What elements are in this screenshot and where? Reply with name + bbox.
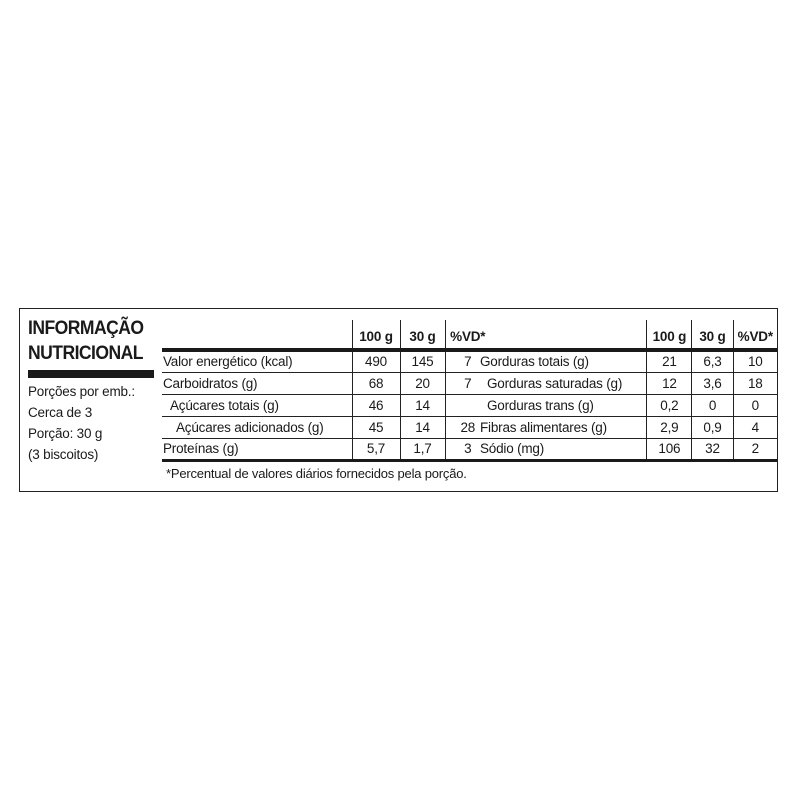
- value-per-100g: 45: [352, 416, 400, 438]
- value-vd: 18: [733, 372, 777, 394]
- nutrient-name: Fibras alimentares (g): [479, 416, 647, 438]
- nutrient-name: Proteínas (g): [162, 438, 352, 460]
- label-title: [28, 316, 145, 366]
- nutrient-name: Valor energético (kcal): [163, 354, 293, 370]
- daily-value-footnote: *Percentual de valores diários fornecidos pela porção.: [166, 466, 467, 481]
- header-nutrient: [162, 320, 352, 350]
- table-header-row: [479, 320, 777, 350]
- value-per-30g: 32: [692, 438, 733, 460]
- nutrient-name: Sódio (mg): [479, 438, 647, 460]
- value-vd: 7: [445, 372, 490, 394]
- serving-info: [28, 381, 160, 465]
- label-header-column: [20, 309, 160, 491]
- nutrition-facts-label: [19, 308, 778, 492]
- value-per-100g: 12: [647, 372, 692, 394]
- nutrient-name: Gorduras saturadas (g): [479, 372, 647, 394]
- title-line-2: NUTRICIONAL: [28, 342, 143, 364]
- value-per-30g: 1,7: [400, 438, 445, 460]
- value-per-30g: 6,3: [692, 350, 733, 372]
- value-per-100g: 2,9: [647, 416, 692, 438]
- value-vd: 0: [733, 394, 777, 416]
- value-per-30g: 3,6: [692, 372, 733, 394]
- header-per-30g: 30 g: [692, 320, 733, 350]
- header-vd: %VD*: [445, 320, 490, 350]
- nutrient-name: Açúcares totais (g): [162, 394, 352, 416]
- value-per-100g: 5,7: [352, 438, 400, 460]
- value-vd: 10: [733, 350, 777, 372]
- servings-count: Cerca de 3: [28, 405, 93, 420]
- nutrient-table-left: [162, 320, 490, 462]
- serving-description: (3 biscoitos): [28, 447, 99, 462]
- servings-per-package: Porções por emb.:: [28, 384, 135, 399]
- nutrient-name: Gorduras totais (g): [480, 354, 589, 370]
- value-per-30g: 0,9: [692, 416, 733, 438]
- value-vd: 28: [445, 416, 490, 438]
- table-header-row: [162, 320, 490, 350]
- value-per-100g: 490: [352, 350, 400, 372]
- header-per-30g: 30 g: [400, 320, 445, 350]
- table-row: [162, 394, 490, 416]
- value-per-30g: 14: [400, 394, 445, 416]
- table-row: [162, 350, 490, 372]
- table-row: [479, 350, 777, 372]
- header-per-100g: 100 g: [647, 320, 692, 350]
- value-per-100g: 0,2: [647, 394, 692, 416]
- value-per-30g: 20: [400, 372, 445, 394]
- header-per-100g: 100 g: [352, 320, 400, 350]
- value-per-100g: 68: [352, 372, 400, 394]
- table-row: [479, 416, 777, 438]
- nutrient-name: Carboidratos (g): [162, 372, 352, 394]
- table-row: [479, 394, 777, 416]
- nutrient-name: Açúcares adicionados (g): [162, 416, 352, 438]
- value-vd: 7: [445, 350, 490, 372]
- value-vd: 4: [733, 416, 777, 438]
- header-vd: %VD*: [733, 320, 777, 350]
- table-row: [162, 416, 490, 438]
- value-per-30g: 14: [400, 416, 445, 438]
- value-per-100g: 46: [352, 394, 400, 416]
- value-per-100g: 21: [647, 350, 692, 372]
- value-per-30g: 0: [692, 394, 733, 416]
- nutrient-name: Gorduras trans (g): [479, 394, 647, 416]
- title-line-1: INFORMAÇÃO: [28, 317, 144, 339]
- table-row: [162, 438, 490, 460]
- value-per-30g: 145: [400, 350, 445, 372]
- value-vd: 3: [445, 438, 490, 460]
- value-per-100g: 106: [647, 438, 692, 460]
- table-row: [479, 372, 777, 394]
- table-row: [479, 438, 777, 460]
- header-nutrient: [479, 320, 647, 350]
- title-divider-bar: [28, 370, 154, 378]
- value-vd: 2: [733, 438, 777, 460]
- serving-size: Porção: 30 g: [28, 426, 103, 441]
- nutrient-table-right: [479, 320, 777, 462]
- table-row: [162, 372, 490, 394]
